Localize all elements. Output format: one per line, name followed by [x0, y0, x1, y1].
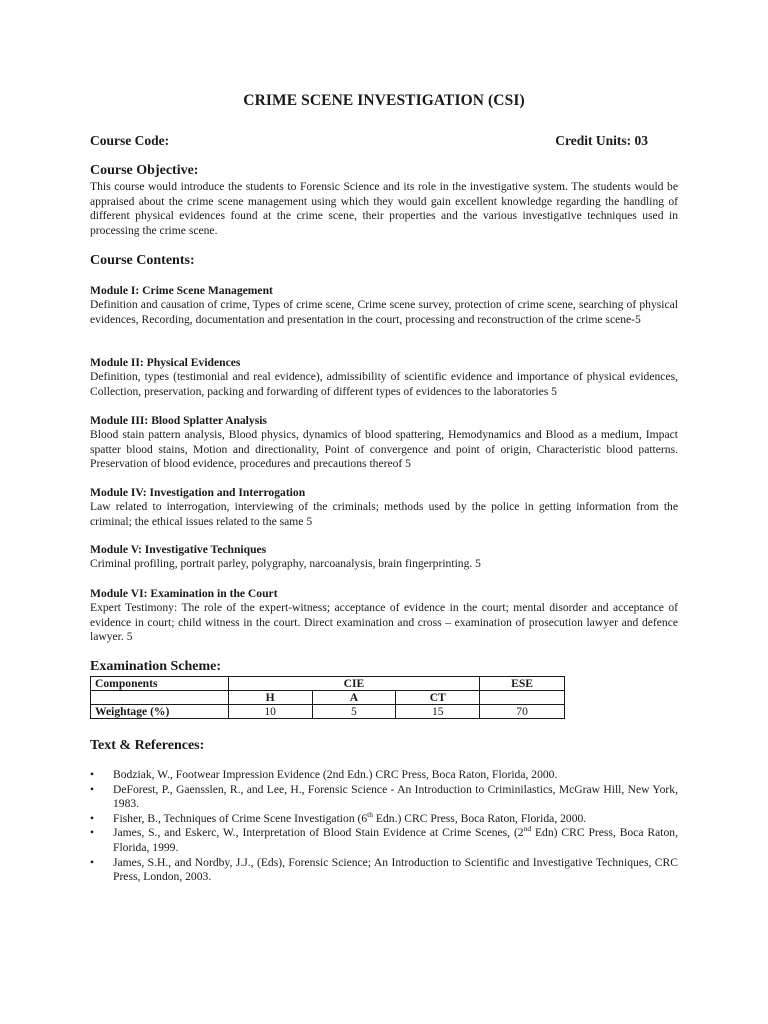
- table-row: [91, 677, 565, 691]
- table-row: [91, 705, 565, 719]
- reference-text: Bodziak, W., Footwear Impression Evidence (2nd Edn.) CRC Press, Boca Raton, Florida, 2000.: [113, 768, 558, 781]
- references-heading: Text & References:: [90, 738, 205, 753]
- contents-heading: Course Contents:: [90, 253, 195, 268]
- module-4-title: Module IV: Investigation and Interrogation: [90, 486, 306, 499]
- reference-text-cont: Edn.) CRC Press, Boca Raton, Florida, 2000.: [373, 811, 587, 825]
- subheader-h: H: [228, 691, 312, 705]
- header-ese: ESE: [480, 677, 565, 691]
- module-1-title: Module I: Crime Scene Management: [90, 284, 273, 297]
- credit-units: Credit Units: 03: [555, 133, 648, 148]
- list-item: [90, 856, 678, 885]
- list-item: [90, 768, 678, 783]
- bullet-icon: •: [90, 855, 95, 869]
- subheader-ct: CT: [396, 691, 480, 705]
- subheader-a: A: [312, 691, 396, 705]
- bullet-icon: •: [90, 811, 95, 825]
- reference-text: James, S., and Eskerc, W., Interpretation of Blood Stain Evidence at Crime Scenes, (2: [113, 826, 524, 840]
- reference-text: James, S.H., and Nordby, J.J., (Eds), Forensic Science; An Introduction to Scientific and Investigative Techniques, CRC Press, London, 2003.: [113, 855, 678, 884]
- module-1-text: Definition and causation of crime, Types of crime scene, Crime scene survey, protection of crime scene, searching of physical evidences, Recording, documentation and presentation in the court, processing and reconstruction of the crime scene-5: [90, 298, 678, 326]
- row-weightage-label: Weightage (%): [91, 705, 229, 719]
- objective-heading: Course Objective:: [90, 163, 199, 178]
- value-ct: 15: [396, 705, 480, 719]
- reference-text: DeForest, P., Gaensslen, R., and Lee, H., Forensic Science - An Introduction to Criminilastics, McGraw Hill, New York, 1983.: [113, 782, 678, 811]
- value-h: 10: [228, 705, 312, 719]
- module-2-title: Module II: Physical Evidences: [90, 356, 241, 369]
- page-title: CRIME SCENE INVESTIGATION (CSI): [243, 92, 525, 109]
- bullet-icon: •: [90, 782, 95, 796]
- reference-sup: th: [367, 809, 374, 819]
- bullet-icon: •: [90, 826, 95, 840]
- module-5-title: Module V: Investigative Techniques: [90, 543, 267, 556]
- bullet-icon: •: [90, 768, 95, 781]
- list-item: [90, 809, 678, 827]
- exam-heading: Examination Scheme:: [90, 659, 222, 674]
- list-item: [90, 826, 678, 855]
- references-list: [90, 768, 678, 885]
- module-5-text: Criminal profiling, portrait parley, polygraphy, narcoanalysis, brain fingerprinting. 5: [90, 557, 481, 570]
- reference-text-cont: Edn) CRC Press, Boca Raton, Florida, 1999.: [113, 826, 678, 854]
- list-item: [90, 783, 678, 812]
- module-3-text: Blood stain pattern analysis, Blood physics, dynamics of blood spattering, Hemodynamics and Blood as a medium, Impact spatter blood stains, Motion and directionality, Point of convergence and point of origin, Characteristic blood patterns. Preservation of blood evidence, procedures and precautions thereof 5: [90, 428, 678, 471]
- header-components: Components: [91, 677, 229, 691]
- course-code-row: [90, 133, 648, 149]
- table-row: [91, 691, 565, 705]
- module-2-text: Definition, types (testimonial and real evidence), admissibility of scientific evidence and importance of physical evidences, Collection, preservation, packing and forwarding of different types of evidences to the laboratories 5: [90, 370, 678, 398]
- reference-text: Fisher, B., Techniques of Crime Scene Investigation (6: [113, 811, 368, 825]
- empty-cell: [480, 691, 565, 705]
- module-6-text: Expert Testimony: The role of the expert-witness; acceptance of evidence in the court; mental disorder and acceptance of evidence in court; child witness in the court. Direct examination and cross – examination of prosecution lawyer and defence lawyer. 5: [90, 601, 678, 644]
- module-6-title: Module VI: Examination in the Court: [90, 587, 278, 600]
- value-ese: 70: [480, 705, 565, 719]
- objective-text: This course would introduce the students to Forensic Science and its role in the investigative system. The students would be appraised about the crime scene management using which they would gain excellent knowledge regarding the handling of different physical evidences found at the crime scene, their properties and the various investigative techniques used in processing the crime scene.: [90, 180, 678, 237]
- course-code-label: Course Code:: [90, 133, 170, 148]
- empty-cell: [91, 691, 229, 705]
- value-a: 5: [312, 705, 396, 719]
- header-cie: CIE: [228, 677, 479, 691]
- module-4-text: Law related to interrogation, interviewing of the criminals; methods used by the police in getting information from the criminal; the ethical issues related to the same 5: [90, 500, 678, 528]
- module-3-title: Module III: Blood Splatter Analysis: [90, 414, 267, 427]
- exam-table: [90, 676, 565, 719]
- reference-sup: nd: [523, 824, 532, 834]
